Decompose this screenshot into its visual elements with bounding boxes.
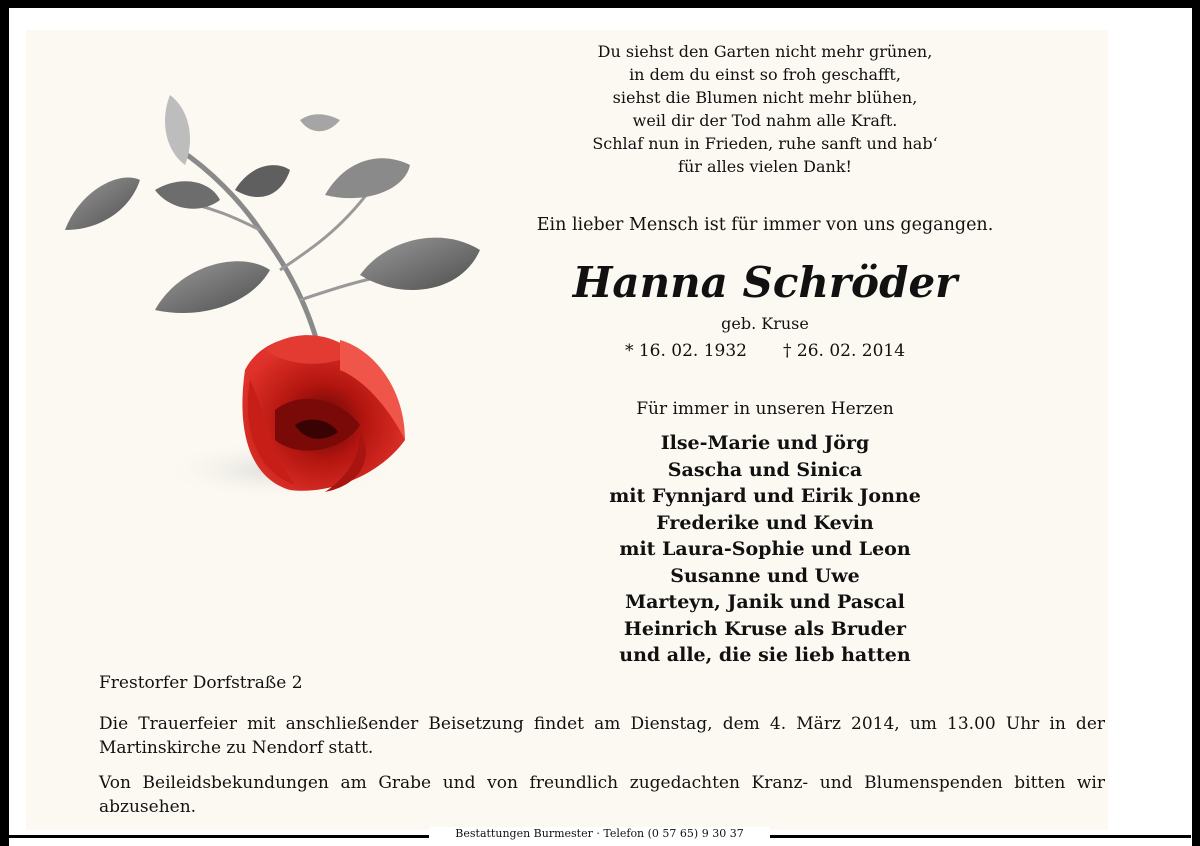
mourner-entry: mit Laura-Sophie und Leon bbox=[619, 538, 911, 560]
birth-date: * 16. 02. 1932 bbox=[624, 341, 747, 361]
mourner-entry: Sascha und Sinica bbox=[667, 458, 863, 481]
poem-line: Schlaf nun in Frieden, ruhe sanft und hab‘ bbox=[592, 134, 938, 153]
stem-branch bbox=[280, 190, 370, 270]
death-date: † 26. 02. 2014 bbox=[783, 341, 906, 361]
memorial-poem bbox=[520, 40, 1010, 178]
mourner-entry: Susanne und Uwe bbox=[670, 564, 860, 587]
leaf bbox=[360, 238, 480, 290]
poem-line: weil dir der Tod nahm alle Kraft. bbox=[632, 111, 898, 130]
life-dates bbox=[500, 341, 1030, 361]
poem-line: siehst die Blumen nicht mehr blühen, bbox=[612, 88, 918, 107]
leaf bbox=[155, 261, 270, 313]
condolence-notice: Von Beileidsbekundungen am Grabe und von freundlich zugedachten Kranz- und Blumenspenden bitten wir abzusehen. bbox=[99, 773, 1105, 817]
footer-rule bbox=[9, 835, 429, 838]
poem-line: Du siehst den Garten nicht mehr grünen, bbox=[597, 42, 933, 61]
leaf bbox=[300, 114, 340, 131]
remembrance-line: Für immer in unseren Herzen bbox=[636, 399, 894, 419]
mourner-entry: und alle, die sie lieb hatten bbox=[619, 644, 911, 666]
leaf bbox=[155, 181, 220, 208]
leaf bbox=[65, 177, 140, 230]
footer-rule bbox=[770, 835, 1191, 838]
poem-line: in dem du einst so froh geschafft, bbox=[629, 65, 901, 84]
leaf bbox=[325, 158, 410, 198]
intro-line: Ein lieber Mensch ist für immer von uns gegangen. bbox=[536, 215, 994, 235]
mourner-entry: Ilse-Marie und Jörg bbox=[660, 432, 870, 454]
mourner-entry: Frederike und Kevin bbox=[656, 511, 874, 534]
poem-line: für alles vielen Dank! bbox=[678, 157, 852, 176]
mourner-entry: mit Fynnjard und Eirik Jonne bbox=[609, 485, 921, 507]
ceremony-notice: Die Trauerfeier mit anschließender Beisetzung findet am Dienstag, dem 4. März 2014, um 13.00 Uhr in der Martinskirche zu Nendorf statt. bbox=[99, 714, 1105, 758]
funeral-home-footer: Bestattungen Burmester · Telefon (0 57 65) 9 30 37 bbox=[429, 827, 770, 840]
maiden-name: geb. Kruse bbox=[721, 314, 809, 333]
deceased-name: Hanna Schröder bbox=[572, 258, 958, 307]
mourner-entry: Heinrich Kruse als Bruder bbox=[623, 617, 907, 640]
leaf bbox=[235, 165, 290, 197]
mourners-list bbox=[500, 430, 1030, 669]
mourner-entry: Marteyn, Janik und Pascal bbox=[625, 591, 905, 613]
leaf bbox=[165, 95, 190, 165]
address: Frestorfer Dorfstraße 2 bbox=[99, 673, 303, 693]
red-rose-image bbox=[60, 80, 490, 510]
